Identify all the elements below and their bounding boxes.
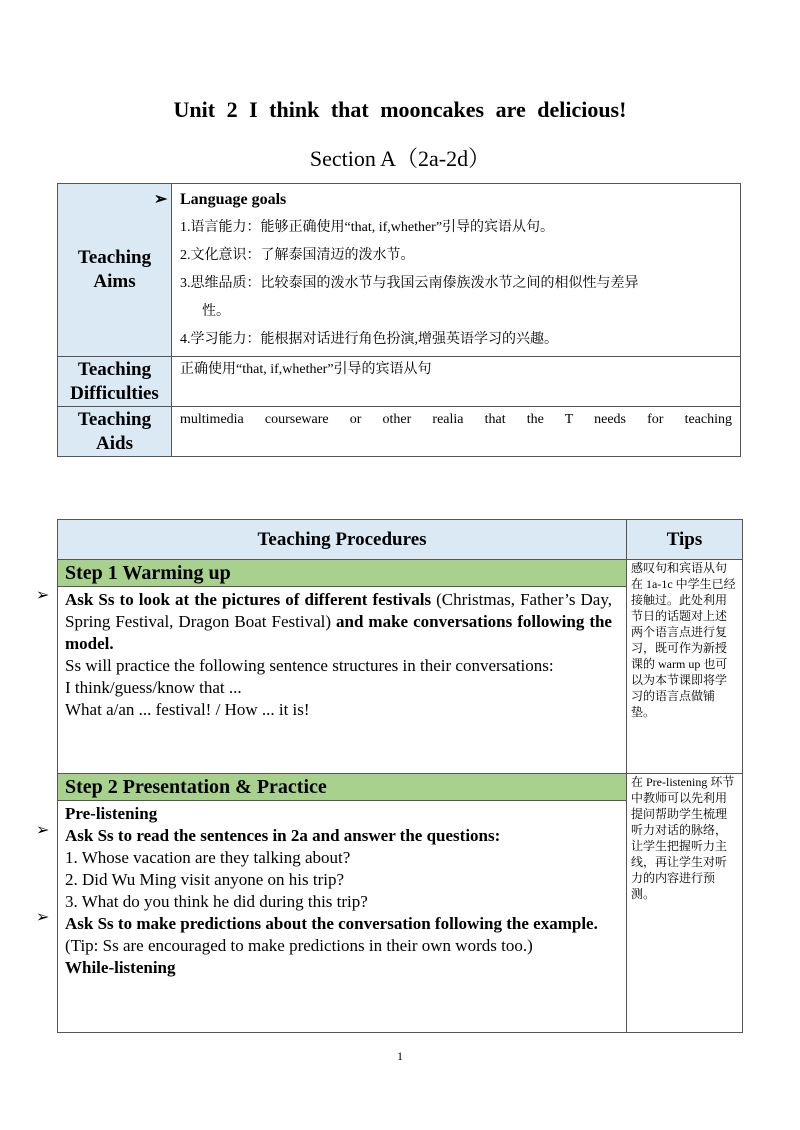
document-title: Unit 2 I think that mooncakes are delicious! xyxy=(173,97,627,122)
step2-title: Step 2 Presentation & Practice xyxy=(58,774,626,801)
goal-item: 4.学习能力：能根据对话进行角色扮演,增强英语学习的兴趣。 xyxy=(180,332,558,347)
arrow-bullet-icon: ➢ xyxy=(154,191,168,208)
tips-header: Tips xyxy=(627,520,743,560)
goal-item: 1.语言能力：能够正确使用“that, if,whether”引导的宾语从句。 xyxy=(180,220,555,235)
goal-item-continued: 性。 xyxy=(202,304,230,319)
step1-instruction-bold: Ask Ss to look at the pictures of different festivals xyxy=(65,590,432,609)
arrow-bullet-icon: ➢ xyxy=(36,909,50,926)
step1-instruction-bold-2: and make conversations following the model. xyxy=(65,612,612,653)
question-item: 1. Whose vacation are they talking about? xyxy=(65,848,351,867)
teaching-aids-label: Teaching Aids xyxy=(58,407,172,457)
question-item: 3. What do you think he did during this trip? xyxy=(65,892,368,911)
question-item: 2. Did Wu Ming visit anyone on his trip? xyxy=(65,870,345,889)
step1-festivals: (Christmas, Father’s Day, Spring Festival, Dragon Boat Festival) xyxy=(65,590,613,631)
goal-item: 3.思维品质：比较泰国的泼水节与我国云南傣族泼水节之间的相似性与差异 xyxy=(180,276,639,291)
section-subtitle: Section A（2a-2d） xyxy=(309,146,491,171)
step2-cell xyxy=(58,774,627,1033)
step2-tip-text: (Tip: Ss are encouraged to make predictions in their own words too.) xyxy=(65,936,533,955)
step1-structure-2: What a/an ... festival! / How ... it is! xyxy=(65,700,310,719)
teaching-aims-table xyxy=(57,183,741,457)
step2-body xyxy=(58,801,626,983)
step2-tip: 在 Pre-listening 环节中教师可以先利用提问帮助学生梳理听力对话的脉络，让学生把握听力主线，再让学生对听力的内容进行预测。 xyxy=(627,774,743,1033)
step1-tip: 感叹句和宾语从句在 1a-1c 中学生已经接触过。此处利用节日的话题对上述两个语言点进行复习，既可作为新授课的 warm up 也可以为本节课即将学习的语言点做铺垫。 xyxy=(627,560,743,774)
arrow-bullet-icon: ➢ xyxy=(36,822,50,839)
while-listening-heading: While-listening xyxy=(65,958,176,977)
teaching-aims-label: Teaching Aims xyxy=(58,184,172,357)
pre-listening-heading: Pre-listening xyxy=(65,804,158,823)
language-goals-cell xyxy=(154,184,741,357)
teaching-difficulties-label: Teaching Difficulties xyxy=(58,357,172,407)
procedures-header: Teaching Procedures xyxy=(58,520,627,560)
step2-instruction-1: Ask Ss to read the sentences in 2a and answer the questions: xyxy=(65,826,501,845)
teaching-aids-text: multimedia courseware or other realia that the T needs for teaching xyxy=(172,407,741,457)
page-number: 1 xyxy=(397,1049,403,1063)
language-goals-heading: Language goals xyxy=(180,191,287,208)
step2-instruction-2: Ask Ss to make predictions about the conversation following the example. xyxy=(65,914,598,933)
goal-item: 2.文化意识：了解泰国清迈的泼水节。 xyxy=(180,248,415,263)
teaching-difficulties-text: 正确使用“that, if,whether”引导的宾语从句 xyxy=(172,357,741,407)
step1-structure-1: I think/guess/know that ... xyxy=(65,678,242,697)
step1-title: Step 1 Warming up xyxy=(58,560,626,587)
step1-practice-line: Ss will practice the following sentence structures in their conversations: xyxy=(65,656,554,675)
step1-cell xyxy=(58,560,627,774)
step1-body xyxy=(58,587,626,725)
teaching-procedures-table xyxy=(57,519,743,1033)
arrow-bullet-icon: ➢ xyxy=(36,587,50,604)
